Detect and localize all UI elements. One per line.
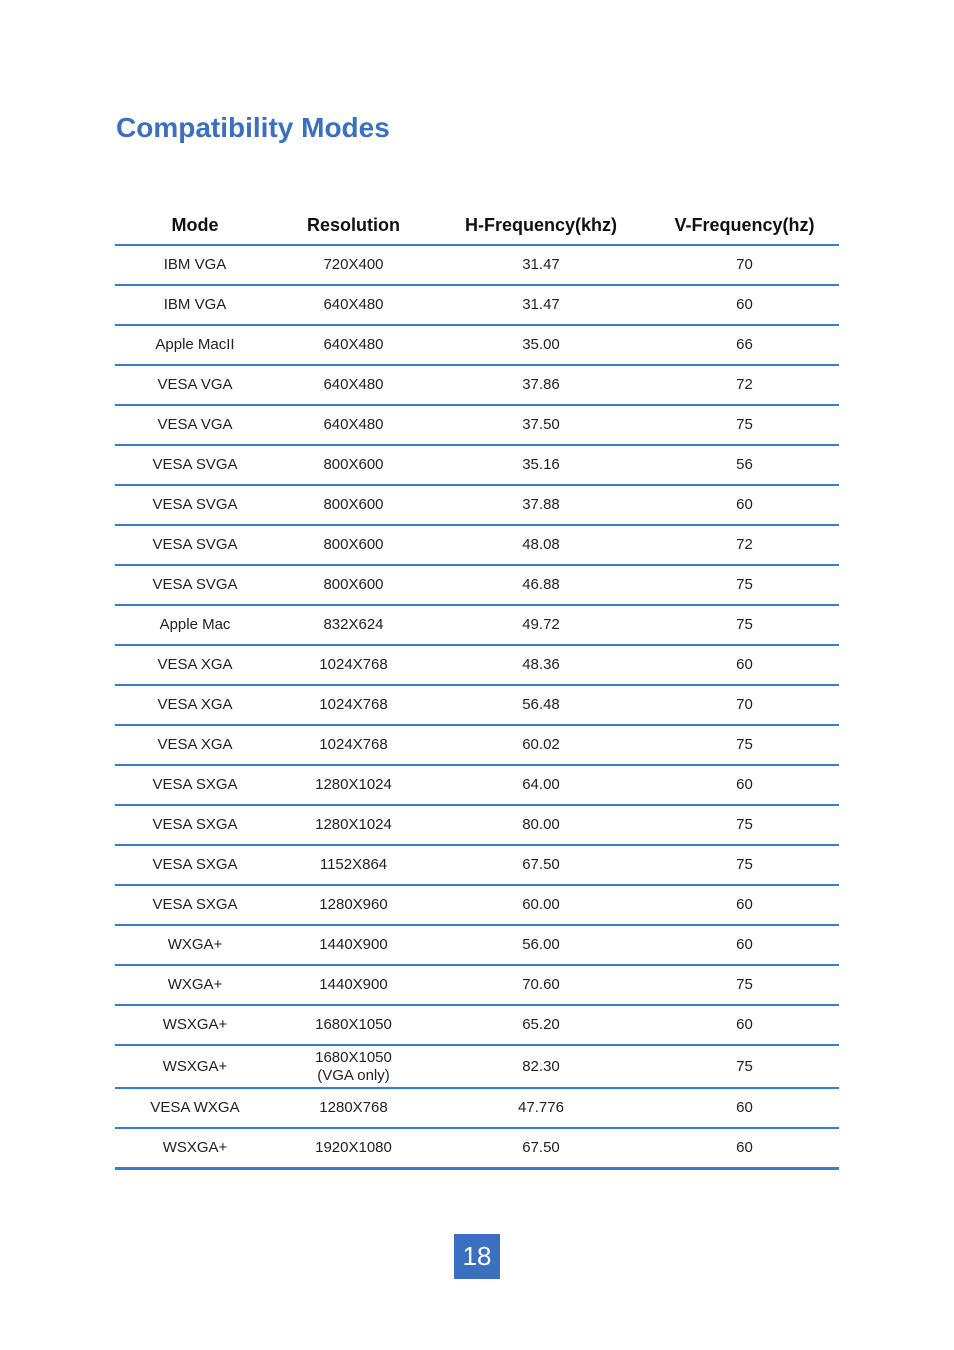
h-frequency-cell-text: 46.88 <box>522 576 560 593</box>
resolution-cell <box>275 485 432 525</box>
v-frequency-cell <box>650 285 839 325</box>
resolution-cell <box>275 1045 432 1088</box>
resolution-cell <box>275 685 432 725</box>
table-row <box>115 285 839 325</box>
v-frequency-cell <box>650 565 839 605</box>
mode-cell-text: WSXGA+ <box>162 1139 228 1156</box>
h-frequency-cell <box>432 365 650 405</box>
v-frequency-cell <box>650 525 839 565</box>
resolution-cell-text: 1680X1050 <box>315 1048 392 1066</box>
v-frequency-cell-text: 75 <box>736 1057 753 1075</box>
v-frequency-cell-text: 75 <box>736 576 753 593</box>
resolution-cell-text: 1152X864 <box>319 856 388 873</box>
v-frequency-cell-text: 60 <box>736 1099 753 1116</box>
header-mode: Mode <box>115 206 275 245</box>
resolution-cell <box>275 645 432 685</box>
table-header-row <box>115 206 839 245</box>
v-frequency-cell-text: 72 <box>736 376 753 393</box>
h-frequency-cell-text: 35.16 <box>522 456 560 473</box>
mode-cell <box>115 1128 275 1169</box>
v-frequency-cell-text: 75 <box>736 816 753 833</box>
v-frequency-cell-text: 56 <box>736 456 753 473</box>
v-frequency-cell-text: 60 <box>736 936 753 953</box>
v-frequency-cell-text: 60 <box>736 296 753 313</box>
mode-cell <box>115 645 275 685</box>
resolution-cell <box>275 525 432 565</box>
h-frequency-cell <box>432 685 650 725</box>
mode-cell <box>115 285 275 325</box>
h-frequency-cell-text: 80.00 <box>522 816 560 833</box>
mode-cell <box>115 245 275 285</box>
resolution-cell-text: 800X600 <box>323 496 384 513</box>
v-frequency-cell <box>650 405 839 445</box>
table-row <box>115 965 839 1005</box>
mode-cell-text: VESA SVGA <box>152 576 238 593</box>
v-frequency-cell <box>650 805 839 845</box>
v-frequency-cell <box>650 485 839 525</box>
resolution-cell <box>275 925 432 965</box>
h-frequency-cell-text: 35.00 <box>522 336 560 353</box>
mode-cell <box>115 1088 275 1128</box>
h-frequency-cell <box>432 1128 650 1169</box>
v-frequency-cell <box>650 845 839 885</box>
v-frequency-cell-text: 60 <box>736 1016 753 1033</box>
mode-cell <box>115 765 275 805</box>
resolution-note: (VGA only) <box>317 1066 390 1084</box>
mode-cell-text: VESA SXGA <box>152 776 238 793</box>
mode-cell <box>115 405 275 445</box>
resolution-cell <box>275 1088 432 1128</box>
resolution-cell-text: 1440X900 <box>319 936 388 953</box>
page-number: 18 <box>454 1234 500 1279</box>
h-frequency-cell-text: 37.86 <box>522 376 560 393</box>
mode-cell <box>115 525 275 565</box>
table-row <box>115 605 839 645</box>
h-frequency-cell <box>432 1045 650 1088</box>
header-h-frequency: H-Frequency(khz) <box>432 206 650 245</box>
h-frequency-cell <box>432 965 650 1005</box>
resolution-cell-text: 1920X1080 <box>315 1139 392 1156</box>
h-frequency-cell <box>432 645 650 685</box>
table-row <box>115 365 839 405</box>
table-row <box>115 1088 839 1128</box>
mode-cell-text: WXGA+ <box>167 936 223 953</box>
resolution-cell-text: 1280X1024 <box>315 816 392 833</box>
resolution-cell <box>275 285 432 325</box>
h-frequency-cell <box>432 245 650 285</box>
resolution-cell-text: 832X624 <box>323 616 384 633</box>
resolution-cell <box>275 765 432 805</box>
v-frequency-cell <box>650 245 839 285</box>
v-frequency-cell-text: 70 <box>736 696 753 713</box>
h-frequency-cell-text: 37.50 <box>522 416 560 433</box>
h-frequency-cell-text: 31.47 <box>522 296 560 313</box>
h-frequency-cell <box>432 765 650 805</box>
mode-cell <box>115 725 275 765</box>
resolution-cell <box>275 405 432 445</box>
resolution-cell-text: 800X600 <box>323 456 384 473</box>
h-frequency-cell <box>432 405 650 445</box>
v-frequency-cell-text: 60 <box>736 1139 753 1156</box>
table-row <box>115 845 839 885</box>
header-v-frequency: V-Frequency(hz) <box>650 206 839 245</box>
v-frequency-cell <box>650 445 839 485</box>
table-row <box>115 645 839 685</box>
v-frequency-cell-text: 60 <box>736 656 753 673</box>
table-row <box>115 685 839 725</box>
v-frequency-cell-text: 75 <box>736 856 753 873</box>
resolution-cell <box>275 965 432 1005</box>
v-frequency-cell-text: 66 <box>736 336 753 353</box>
h-frequency-cell-text: 56.00 <box>522 936 560 953</box>
table-row <box>115 1128 839 1169</box>
mode-cell-text: IBM VGA <box>163 296 227 313</box>
table-row <box>115 1005 839 1045</box>
resolution-cell-text: 1680X1050 <box>315 1016 392 1033</box>
mode-cell <box>115 325 275 365</box>
table-row <box>115 725 839 765</box>
h-frequency-cell <box>432 565 650 605</box>
resolution-cell-text: 1440X900 <box>319 976 388 993</box>
resolution-cell-text: 1280X960 <box>319 896 388 913</box>
v-frequency-cell-text: 70 <box>736 256 753 273</box>
v-frequency-cell-text: 75 <box>736 736 753 753</box>
table-row <box>115 765 839 805</box>
mode-cell-text: VESA SVGA <box>152 536 238 553</box>
v-frequency-cell <box>650 965 839 1005</box>
table-row <box>115 485 839 525</box>
resolution-cell-text: 1280X1024 <box>315 776 392 793</box>
v-frequency-cell <box>650 1045 839 1088</box>
resolution-cell-text: 640X480 <box>323 336 384 353</box>
mode-cell <box>115 605 275 645</box>
mode-cell <box>115 365 275 405</box>
v-frequency-cell-text: 75 <box>736 976 753 993</box>
v-frequency-cell <box>650 605 839 645</box>
v-frequency-cell-text: 60 <box>736 776 753 793</box>
mode-cell-text: VESA XGA <box>157 656 233 673</box>
v-frequency-cell <box>650 1088 839 1128</box>
resolution-cell-text: 800X600 <box>323 576 384 593</box>
h-frequency-cell-text: 65.20 <box>522 1016 560 1033</box>
h-frequency-cell <box>432 285 650 325</box>
table-row <box>115 925 839 965</box>
mode-cell-text: VESA XGA <box>157 736 233 753</box>
h-frequency-cell <box>432 525 650 565</box>
resolution-cell <box>275 605 432 645</box>
resolution-cell-text: 640X480 <box>323 376 384 393</box>
resolution-cell <box>275 565 432 605</box>
table-row <box>115 405 839 445</box>
v-frequency-cell <box>650 725 839 765</box>
mode-cell-text: IBM VGA <box>163 256 227 273</box>
mode-cell-text: WXGA+ <box>167 976 223 993</box>
resolution-cell <box>275 1128 432 1169</box>
v-frequency-cell <box>650 645 839 685</box>
v-frequency-cell-text: 72 <box>736 536 753 553</box>
h-frequency-cell-text: 60.02 <box>522 736 560 753</box>
mode-cell <box>115 485 275 525</box>
h-frequency-cell <box>432 885 650 925</box>
h-frequency-cell <box>432 1005 650 1045</box>
h-frequency-cell-text: 82.30 <box>522 1057 560 1075</box>
table-row <box>115 245 839 285</box>
mode-cell-text: Apple Mac <box>159 616 231 633</box>
resolution-cell <box>275 805 432 845</box>
h-frequency-cell <box>432 725 650 765</box>
mode-cell <box>115 565 275 605</box>
h-frequency-cell-text: 49.72 <box>522 616 560 633</box>
table-body <box>115 245 839 1169</box>
resolution-cell <box>275 365 432 405</box>
resolution-cell-text: 1280X768 <box>319 1099 388 1116</box>
resolution-cell <box>275 1005 432 1045</box>
resolution-cell <box>275 245 432 285</box>
v-frequency-cell <box>650 765 839 805</box>
h-frequency-cell <box>432 805 650 845</box>
mode-cell <box>115 445 275 485</box>
header-resolution: Resolution <box>275 206 432 245</box>
h-frequency-cell-text: 67.50 <box>522 1139 560 1156</box>
h-frequency-cell-text: 64.00 <box>522 776 560 793</box>
mode-cell-text: VESA SVGA <box>152 496 238 513</box>
v-frequency-cell-text: 60 <box>736 896 753 913</box>
resolution-cell-text: 640X480 <box>323 296 384 313</box>
h-frequency-cell <box>432 445 650 485</box>
h-frequency-cell-text: 48.36 <box>522 656 560 673</box>
mode-cell-text: VESA VGA <box>157 416 233 433</box>
h-frequency-cell-text: 48.08 <box>522 536 560 553</box>
resolution-cell <box>275 885 432 925</box>
v-frequency-cell <box>650 325 839 365</box>
h-frequency-cell <box>432 925 650 965</box>
resolution-cell-text: 640X480 <box>323 416 384 433</box>
mode-cell-text: VESA VGA <box>157 376 233 393</box>
mode-cell <box>115 805 275 845</box>
h-frequency-cell <box>432 485 650 525</box>
v-frequency-cell-text: 75 <box>736 616 753 633</box>
table-row <box>115 805 839 845</box>
mode-cell-text: VESA SXGA <box>152 896 238 913</box>
h-frequency-cell-text: 31.47 <box>522 256 560 273</box>
v-frequency-cell-text: 75 <box>736 416 753 433</box>
mode-cell-text: WSXGA+ <box>162 1057 228 1075</box>
v-frequency-cell <box>650 925 839 965</box>
v-frequency-cell-text: 60 <box>736 496 753 513</box>
v-frequency-cell <box>650 365 839 405</box>
mode-cell <box>115 845 275 885</box>
resolution-cell-text: 800X600 <box>323 536 384 553</box>
table-row <box>115 445 839 485</box>
mode-cell-text: VESA XGA <box>157 696 233 713</box>
resolution-cell <box>275 445 432 485</box>
mode-cell <box>115 1045 275 1088</box>
mode-cell <box>115 885 275 925</box>
mode-cell <box>115 965 275 1005</box>
page-title: Compatibility Modes <box>116 112 390 143</box>
resolution-cell <box>275 325 432 365</box>
v-frequency-cell <box>650 1128 839 1169</box>
resolution-cell <box>275 845 432 885</box>
table-row <box>115 565 839 605</box>
mode-cell <box>115 925 275 965</box>
h-frequency-cell <box>432 1088 650 1128</box>
table-row <box>115 525 839 565</box>
resolution-cell-text: 720X400 <box>323 256 384 273</box>
v-frequency-cell <box>650 1005 839 1045</box>
h-frequency-cell <box>432 605 650 645</box>
mode-cell-text: VESA SXGA <box>152 856 238 873</box>
mode-cell-text: VESA WXGA <box>150 1099 240 1116</box>
mode-cell-text: VESA SVGA <box>152 456 238 473</box>
v-frequency-cell <box>650 685 839 725</box>
table-row <box>115 325 839 365</box>
mode-cell-text: VESA SXGA <box>152 816 238 833</box>
resolution-cell <box>275 725 432 765</box>
mode-cell-text: WSXGA+ <box>162 1016 228 1033</box>
h-frequency-cell <box>432 845 650 885</box>
h-frequency-cell-text: 47.776 <box>518 1099 564 1116</box>
table-row <box>115 1045 839 1088</box>
h-frequency-cell-text: 70.60 <box>522 976 560 993</box>
h-frequency-cell <box>432 325 650 365</box>
mode-cell <box>115 1005 275 1045</box>
h-frequency-cell-text: 56.48 <box>522 696 560 713</box>
resolution-cell-text: 1024X768 <box>319 736 388 753</box>
compatibility-table <box>115 206 839 1170</box>
h-frequency-cell-text: 60.00 <box>522 896 560 913</box>
h-frequency-cell-text: 67.50 <box>522 856 560 873</box>
resolution-cell-text: 1024X768 <box>319 696 388 713</box>
mode-cell <box>115 685 275 725</box>
h-frequency-cell-text: 37.88 <box>522 496 560 513</box>
resolution-cell-text: 1024X768 <box>319 656 388 673</box>
table-row <box>115 885 839 925</box>
v-frequency-cell <box>650 885 839 925</box>
mode-cell-text: Apple MacII <box>155 336 235 353</box>
